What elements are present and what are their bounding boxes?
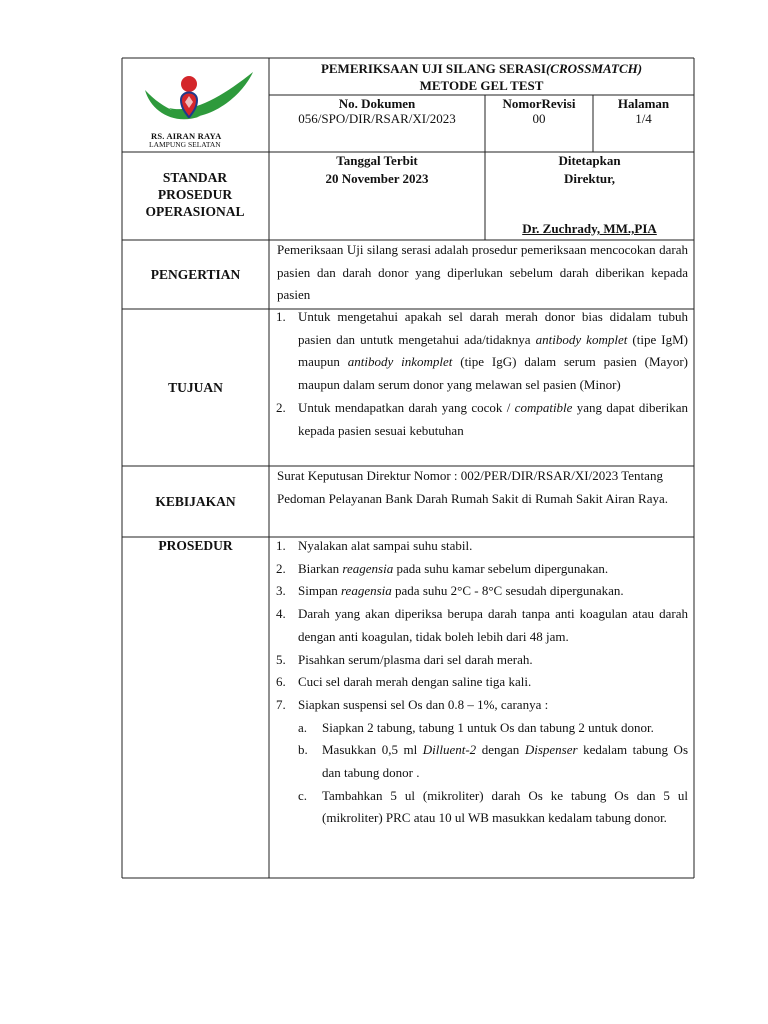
doc-number-label: No. Dokumen (338, 96, 416, 111)
pengertian-text: Pemeriksaan Uji silang serasi adalah prosedur pemeriksaan mencocokan darah pasien dan darah donor yang diperlukan sebelum darah diberikan kepada pasien (277, 242, 688, 303)
sub-list-item: b. Masukkan 0,5 ml Dilluent-2 dengan Dispenser kedalam tabung Os dan tabung donor . (298, 742, 688, 781)
sub-list-item: a. Siapkan 2 tabung, tabung 1 untuk Os dan tabung 2 untuk donor. (298, 719, 654, 735)
set-by-role: Direktur, (564, 171, 615, 186)
sub-list-item: c. Tambahkan 5 ul (mikroliter) darah Os ke tabung Os dan 5 ul (mikroliter) PRC atau 10 ul WB masukkan kedalam tabung donor. (298, 787, 688, 826)
logo-location: LAMPUNG SELATAN (149, 140, 221, 149)
issued-value: 20 November 2023 (325, 171, 429, 186)
issued-label: Tanggal Terbit (336, 153, 418, 168)
revision-value: 00 (532, 111, 546, 126)
kebijakan-label: KEBIJAKAN (155, 493, 236, 509)
revision-cell (485, 96, 593, 152)
logo-hospital-name: RS. AIRAN RAYA (151, 131, 222, 141)
prosedur-list (270, 535, 688, 830)
tujuan-list (270, 306, 688, 442)
page-label: Halaman (617, 96, 670, 111)
title-line1: PEMERIKSAAN UJI SILANG SERASI (320, 61, 546, 76)
page-cell (593, 96, 694, 152)
sop-label: STANDAR PROSEDUR OPERASIONAL (145, 170, 245, 219)
revision-label: NomorRevisi (502, 96, 576, 111)
list-item: 3. Simpan reagensia pada suhu 2°C - 8°C sesudah dipergunakan. (276, 583, 624, 599)
signatory-name: Dr. Zuchrady, MM.,PIA (522, 221, 657, 236)
tujuan-label: TUJUAN (168, 379, 223, 395)
issued-cell (269, 152, 485, 240)
pengertian-label: PENGERTIAN (150, 266, 241, 282)
set-by-label: Ditetapkan (558, 153, 621, 168)
document-title (269, 59, 694, 95)
doc-number-cell (269, 96, 485, 152)
list-item: 1. Nyalakan alat sampai suhu stabil. (276, 538, 473, 553)
list-item: 2. Untuk mendapatkan darah yang cocok / compatible yang dapat diberikan kepada pasien sesuai kebutuhan (276, 399, 688, 438)
title-line2: METODE GEL TEST (419, 78, 544, 93)
list-item: 6. Cuci sel darah merah dengan saline tiga kali. (276, 674, 532, 690)
set-by-cell (485, 152, 694, 240)
title-crossmatch: (CROSSMATCH) (545, 61, 643, 76)
list-item: 4. Darah yang akan diperiksa berupa darah tanpa anti koagulan atau darah dengan anti koagulan, tidak boleh lebih dari 48 jam. (276, 606, 688, 644)
hospital-logo (123, 60, 268, 151)
prosedur-label: PROSEDUR (158, 538, 233, 553)
list-item: 1. Untuk mengetahui apakah sel darah merah donor bias didalam tubuh pasien dan untutk mengetahui ada/tidaknya antibody komplet (tipe IgM) maupun antibody inkomplet (tipe IgG) dalam serum pasien (Mayor) maupun dalam serum donor yang melawan sel pasien (Minor) (276, 309, 689, 393)
list-item: 7. Siapkan suspensi sel Os dan 0.8 – 1%, caranya : (276, 696, 549, 712)
page-value: 1/4 (635, 111, 652, 126)
doc-number-value: 056/SPO/DIR/RSAR/XI/2023 (298, 111, 456, 126)
list-item: 5. Pisahkan serum/plasma dari sel darah merah. (276, 651, 533, 667)
logo-mark-icon (123, 60, 268, 132)
kebijakan-text: Surat Keputusan Direktur Nomor : 002/PER/DIR/RSAR/XI/2023 Tentang Pedoman Pelayanan Bank Darah Rumah Sakit di Rumah Sakit Airan Raya. (277, 468, 669, 506)
list-item: 2. Biarkan reagensia pada suhu kamar sebelum dipergunakan. (276, 560, 609, 576)
